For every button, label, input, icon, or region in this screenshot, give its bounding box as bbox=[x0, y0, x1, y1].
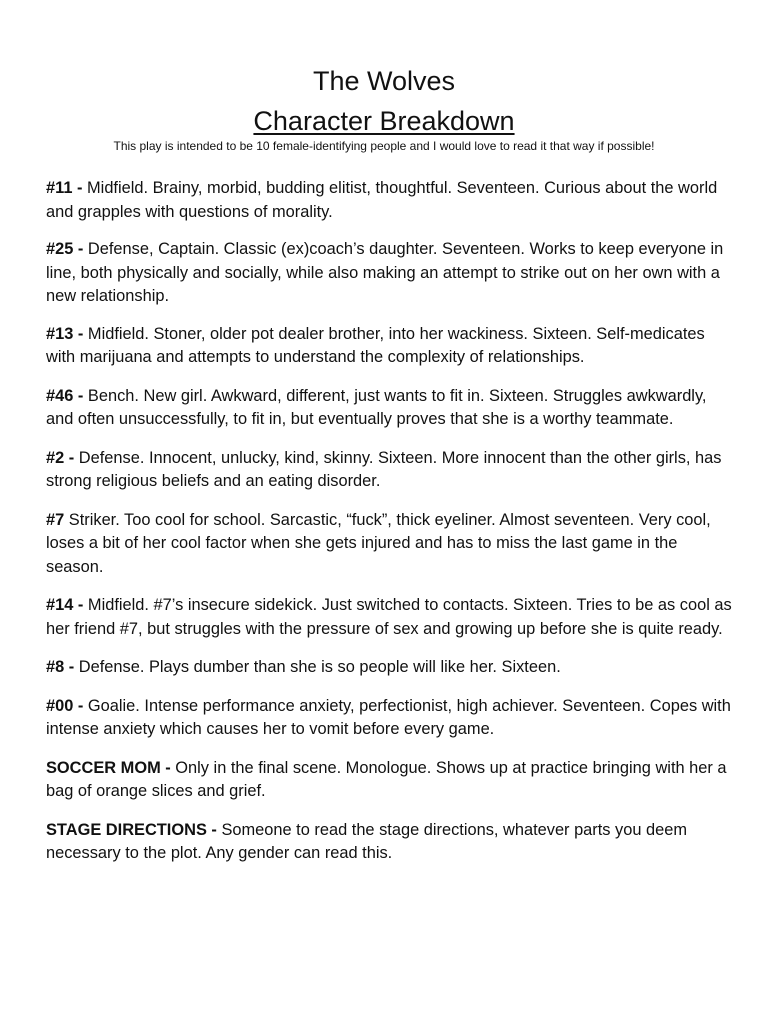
character-description: Bench. New girl. Awkward, different, just wants to fit in. Sixteen. Struggles awkwardly, and often unsuccessfully, to fit in, but eventually proves that she is a worthy teammate. bbox=[46, 386, 707, 428]
character-label: #14 - bbox=[46, 596, 84, 614]
character-description: Only in the final scene. Monologue. Shows up at practice bringing with her a bag of orange slices and grief. bbox=[46, 758, 727, 800]
character-entry bbox=[46, 447, 736, 494]
character-description: Midfield. Brainy, morbid, budding elitist, thoughtful. Seventeen. Curious about the world and grapples with questions of morality. bbox=[46, 179, 718, 221]
character-label: #13 - bbox=[46, 324, 84, 343]
character-label: #11 - bbox=[46, 179, 83, 197]
document-subtitle: Character Breakdown bbox=[253, 106, 515, 136]
character-label: SOCCER MOM - bbox=[46, 758, 171, 777]
character-label: #2 - bbox=[46, 448, 75, 467]
character-entry bbox=[46, 656, 736, 680]
character-label: #00 - bbox=[46, 696, 84, 715]
character-description: Defense. Plays dumber than she is so people will like her. Sixteen. bbox=[74, 658, 561, 676]
character-description: Defense, Captain. Classic (ex)coach’s daughter. Seventeen. Works to keep everyone in line, both physically and socially, while also making an attempt to strike out on her own with a new relationship. bbox=[46, 240, 724, 305]
character-description: Midfield. Stoner, older pot dealer brother, into her wackiness. Sixteen. Self-medicates with marijuana and attempts to understand the complexity of relationships. bbox=[46, 324, 705, 366]
character-description: Defense. Innocent, unlucky, kind, skinny. Sixteen. More innocent than the other girls, has strong religious beliefs and an eating disorder. bbox=[46, 448, 722, 490]
character-description: Someone to read the stage directions, whatever parts you deem necessary to the plot. Any gender can read this. bbox=[46, 820, 688, 862]
casting-note: This play is intended to be 10 female-identifying people and I would love to read it that way if possible! bbox=[113, 139, 655, 153]
character-label: #7 bbox=[46, 510, 65, 529]
character-label: #8 - bbox=[46, 658, 75, 676]
character-list bbox=[46, 177, 736, 866]
character-entry bbox=[46, 509, 736, 580]
character-description: Goalie. Intense performance anxiety, perfectionist, high achiever. Seventeen. Copes with intense anxiety which causes her to vomit before every game. bbox=[46, 696, 731, 738]
character-label: #25 - bbox=[46, 240, 84, 258]
character-label: #46 - bbox=[46, 386, 84, 405]
character-description: Midfield. #7’s insecure sidekick. Just switched to contacts. Sixteen. Tries to be as cool as her friend #7, but struggles with the pressure of sex and growing up before she is quite ready. bbox=[46, 596, 732, 638]
character-entry bbox=[46, 177, 736, 224]
document-title: The Wolves bbox=[312, 66, 456, 96]
character-entry bbox=[46, 323, 736, 370]
character-label: STAGE DIRECTIONS - bbox=[46, 820, 217, 839]
character-description: Striker. Too cool for school. Sarcastic, “fuck”, thick eyeliner. Almost seventeen. Very cool, loses a bit of her cool factor when she gets injured and has to miss the last game in the season. bbox=[46, 510, 711, 576]
character-entry bbox=[46, 594, 736, 641]
character-entry bbox=[46, 757, 736, 804]
character-entry bbox=[46, 238, 736, 309]
character-entry bbox=[46, 385, 736, 432]
character-entry bbox=[46, 819, 736, 866]
character-entry bbox=[46, 695, 736, 742]
